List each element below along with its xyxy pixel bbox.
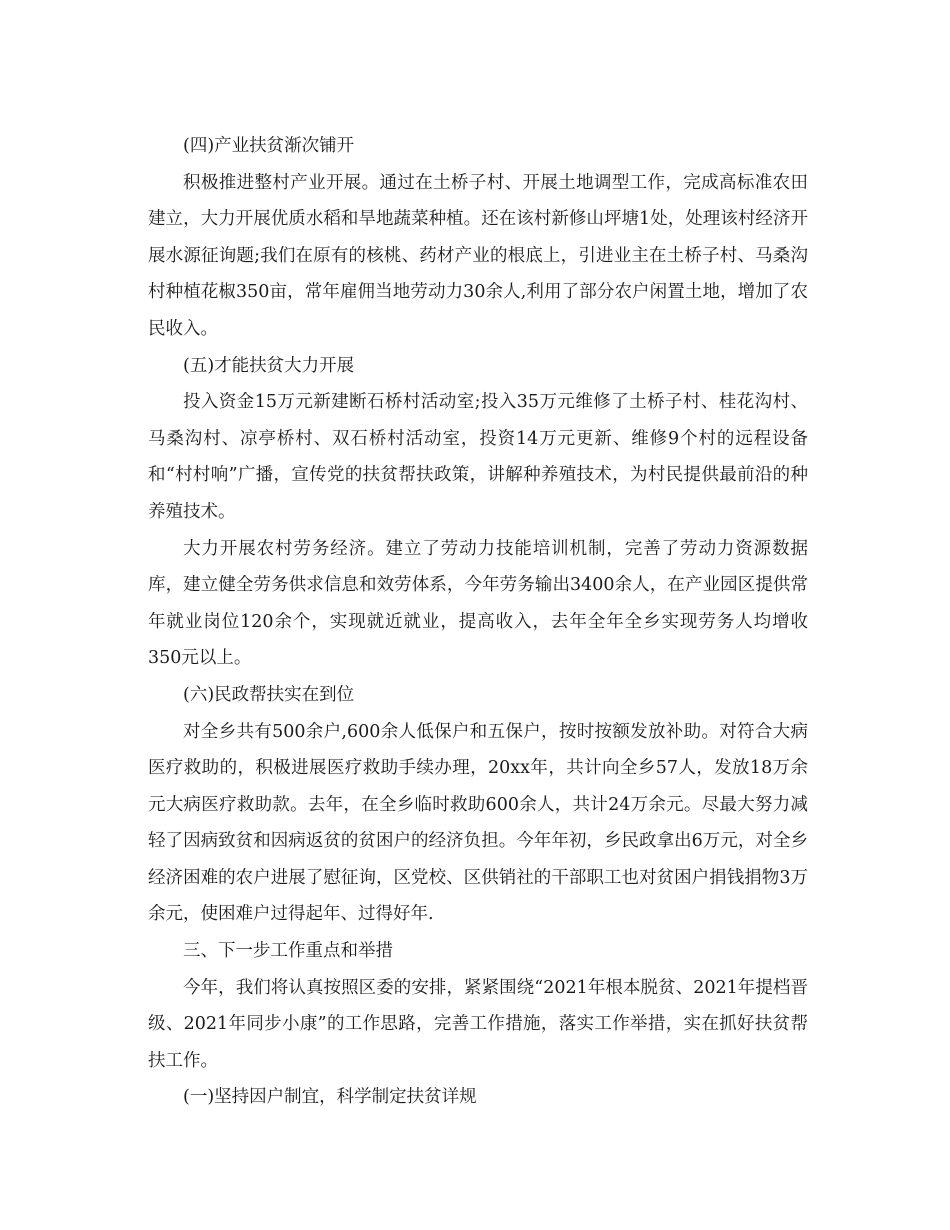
paragraph-capability: 投入资金15万元新建断石桥村活动室;投入35万元维修了土桥子村、桂花沟村、马桑沟村、凉亭桥村、双石桥村活动室，投资14万元更新、维修9个村的远程设备和“村村响”广播，宣传党的扶贫帮扶政策，讲解种养殖技术，为村民提供最前沿的种养殖技术。 <box>148 392 808 522</box>
section-heading-capability: (五)才能扶贫大力开展 <box>183 355 355 376</box>
section-heading-industry: (四)产业扶贫渐次铺开 <box>183 136 355 156</box>
paragraph-civil-affairs: 对全乡共有500余户,600余人低保户和五保户，按时按额发放补助。对符合大病医疗救助的，积极进展医疗救助手续办理，20xx年，共计向全乡57人，发放18万余元大病医疗救助款。去年，在全乡临时救助600余人，共计24万余元。尽最大努力减轻了因病致贫和因病返贫的贫困户的经济负担。今年年初，乡民政拿出6万元，对全乡经济困难的农户进展了慰征询，区党校、区供销社的干部职工也对贫困户捐钱捐物3万余元，使困难户过得起年、过得好年. <box>148 721 808 925</box>
paragraph-industry: 积极推进整村产业开展。通过在土桥子村、开展土地调型工作，完成高标准农田建立，大力开展优质水稻和旱地蔬菜种植。还在该村新修山坪塘1处，处理该村经济开展水源征询题;我们在原有的核桃、药材产业的根底上，引进业主在土桥子村、马桑沟村种植花椒350亩，常年雇佣当地劳动力30余人,利用了部分农户闲置土地，增加了农民收入。 <box>148 172 808 339</box>
paragraph-labor: 大力开展农村劳务经济。建立了劳动力技能培训机制，完善了劳动力资源数据库，建立健全劳务供求信息和效劳体系，今年劳务输出3400余人，在产业园区提供常年就业岗位120余个，实现就近就业，提高收入，去年全年全乡实现劳务人均增收350元以上。 <box>148 538 808 669</box>
section-heading-planning: (一)坚持因户制宜，科学制定扶贫详规 <box>183 1087 477 1108</box>
document-body <box>148 128 808 1116</box>
section-heading-civil-affairs: (六)民政帮扶实在到位 <box>183 684 355 705</box>
section-heading-next-steps: 三、下一步工作重点和举措 <box>183 941 393 962</box>
paragraph-next-steps: 今年，我们将认真按照区委的安排，紧紧围绕“2021年根本脱贫、2021年提档晋级、2021年同步小康”的工作思路，完善工作措施，落实工作举措，实在抓好扶贫帮扶工作。 <box>148 977 808 1071</box>
